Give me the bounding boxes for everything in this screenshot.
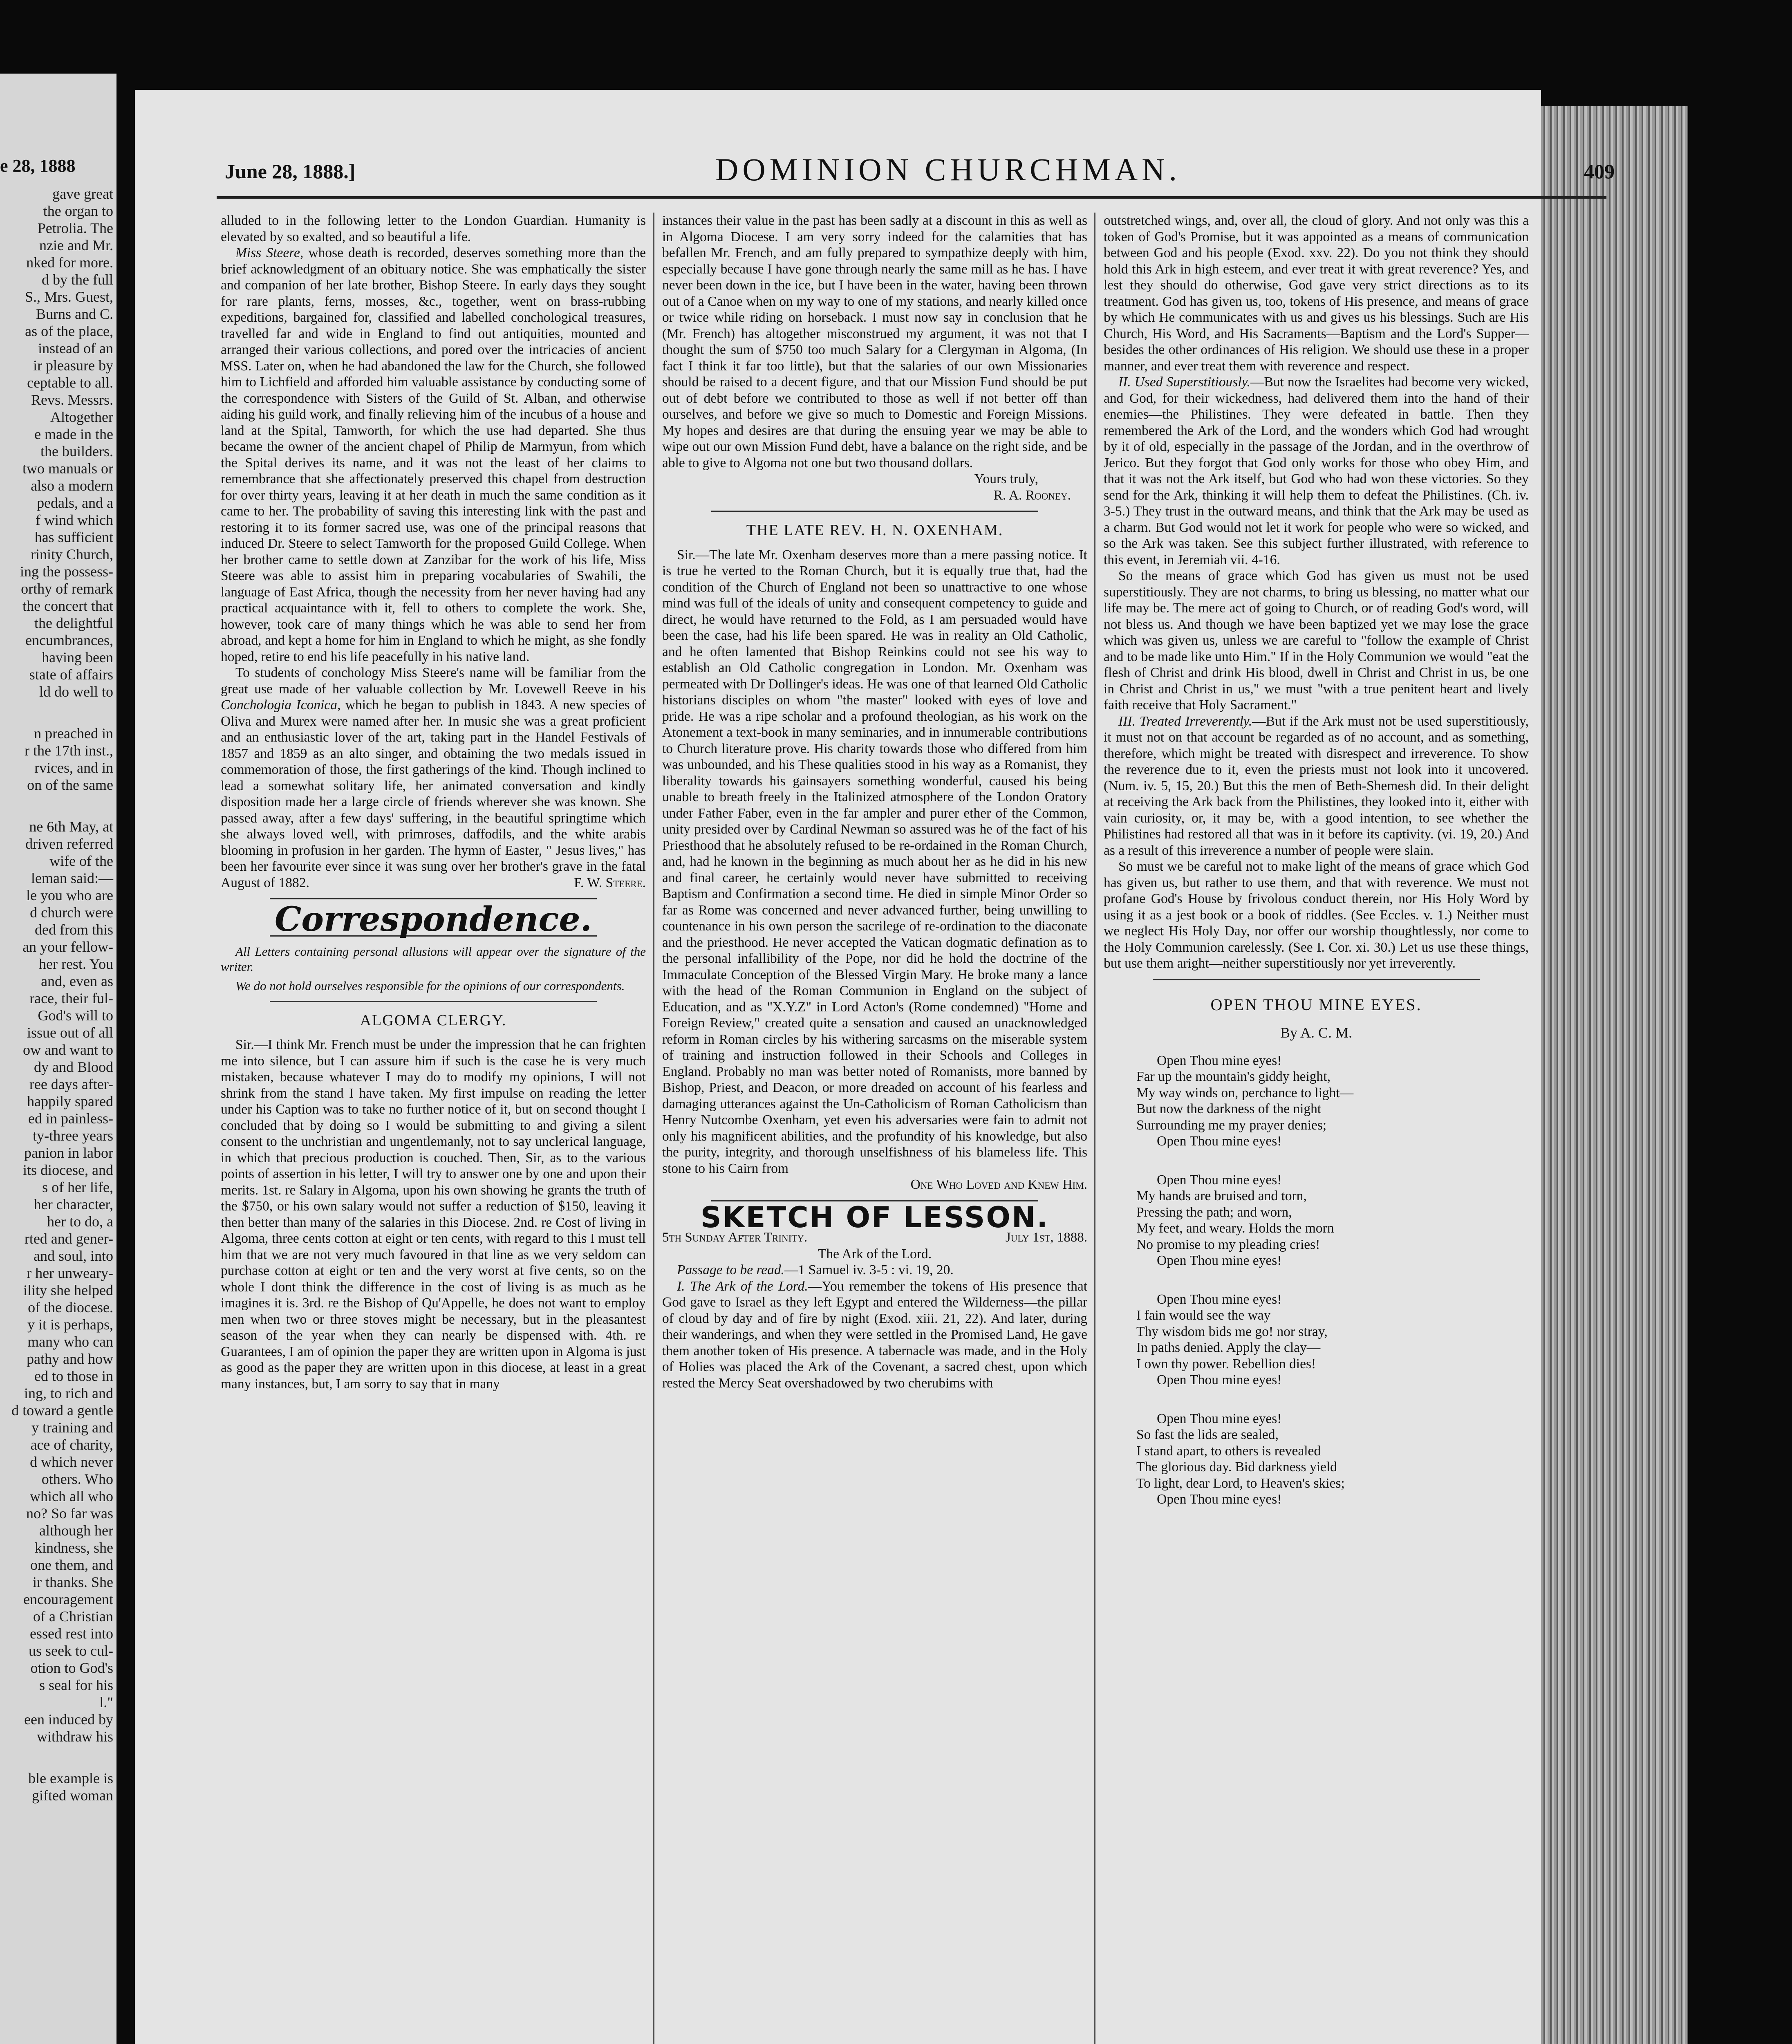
oxenham-signature: One Who Loved and Knew Him. xyxy=(910,1177,1087,1192)
left-page-line: ne 6th May, at xyxy=(29,818,113,835)
left-page-line: of the diocese. xyxy=(28,1299,113,1316)
left-page-line: state of affairs xyxy=(29,666,113,683)
left-page-block-a xyxy=(0,185,116,700)
sketch-point-1-label: I. The Ark of the Lord. xyxy=(677,1278,808,1294)
steere-obituary-paragraph xyxy=(221,245,646,665)
left-page-line: driven referred xyxy=(25,836,113,852)
left-page-line: nked for more. xyxy=(26,254,113,271)
left-page-line: ace of charity, xyxy=(30,1437,113,1453)
left-page-line: us seek to cul- xyxy=(29,1643,113,1659)
left-page-line: withdraw his xyxy=(37,1728,113,1745)
left-page-line: ded from this xyxy=(35,921,113,938)
left-page-line: le you who are xyxy=(26,887,113,903)
left-page-line: encumbrances, xyxy=(25,632,113,648)
left-page-line: r her unweary- xyxy=(27,1265,113,1281)
section-rule xyxy=(270,898,597,899)
ark-paragraph-1: outstretched wings, and, over all, the cloud of glory. And not only was this a token of God's Promise, but it was appointed as a means of communication between God and his people (Exod. xxv. 22). Do you not think they should hold this Ark in high esteem, and ever treat it with great reverence? Yes, and lest they should do otherwise, God gave very strict directions as to its treatment. God has given us, too, tokens of His presence, and means of grace by which He communicates with us and gives us his blessings. Such are His Church, His Word, and His Sacraments—Baptism and the Lord's Supper—besides the other ordinances of His religion. We should use these in a proper manner, and ever treat them with reverence and respect. xyxy=(1104,213,1529,374)
left-page-line: also a modern xyxy=(31,477,113,494)
left-page-line: one them, and xyxy=(30,1557,113,1573)
poem-line: My feet, and weary. Holds the morn xyxy=(1136,1221,1334,1236)
poem-line: Open Thou mine eyes! xyxy=(1157,1253,1282,1268)
sketch-passage xyxy=(662,1262,1087,1278)
left-page-line: God's will to xyxy=(38,1007,113,1024)
poem-line: Open Thou mine eyes! xyxy=(1157,1172,1282,1188)
left-page-header: e 28, 1888 xyxy=(0,156,76,176)
poem-line: Thy wisdom bids me go! nor stray, xyxy=(1136,1324,1328,1339)
left-page-line: nzie and Mr. xyxy=(39,237,113,253)
left-page-line: y training and xyxy=(31,1419,113,1436)
left-page-line: issue out of all xyxy=(27,1024,113,1041)
left-page-line: d by the full xyxy=(42,271,113,288)
left-page-line: y it is perhaps, xyxy=(27,1316,113,1333)
left-page-line: as of the place, xyxy=(25,323,113,339)
left-page-line: rted and gener- xyxy=(24,1230,113,1247)
left-page-line: s seal for his xyxy=(39,1677,113,1693)
ark-paragraph-5: So must we be careful not to make light of the means of grace which God has given us, but rather to use them, and that with reverence. We must not profane God's House by frivolous conduct therein, nor His Holy Word by using it as a jest book or a book of riddles. (See Eccles. v. 1.) Neither must we neglect His Holy Day, nor offer our worship thoughtlessly, nor come to the Holy Communion carelessly. (See I. Cor. xi. 30.) Let us use these things, but use them aright—neither superstitiously nor yet irreverently. xyxy=(1104,859,1529,971)
sketch-sunday: 5th Sunday After Trinity. xyxy=(662,1230,808,1245)
left-page-line: the organ to xyxy=(43,203,113,219)
left-page-line: gifted woman xyxy=(32,1787,113,1804)
left-page-line: ed to those in xyxy=(34,1368,113,1384)
left-page-line: others. Who xyxy=(41,1471,113,1487)
issue-date: June 28, 1888.] xyxy=(225,160,356,183)
ark-paragraph-4 xyxy=(1104,713,1529,859)
ark-point-2-label: II. Used Superstitiously. xyxy=(1118,374,1251,390)
newspaper-page xyxy=(135,90,1615,2044)
left-page-line: her character, xyxy=(34,1196,113,1213)
left-page-line: orthy of remark xyxy=(21,580,113,597)
steere-body: whose death is recorded, deserves something more than the brief acknowledgment of an obituary notice. She was emphatically the sister and companion of her late brother, Bishop Steere. In early days they sought for rare plants, ferns, mosses, &c., together, went on brass-rubbing expeditions, bargained for, classified and labelled conchological treasures, travelled far and wide in England to find out antiquities, mounted and arranged their various collections, and pored over the intricacies of ancient MSS. Later on, when he had abandoned the law for the Church, she followed him to Lichfield and afforded him valuable assistance by conducting some of the correspondence with Sisters of the Guild of St. Alban, and otherwise aiding his guild work, and finally relieving him of the incubus of a house and land at the Spital, Tamworth, for which the use had departed. She thus became the owner of the ancient chapel of Philip de Marmyun, from which the Spital derives its name, and it was not the least of her claims to remembrance that she affectionately preserved this chapel from destruction for over thirty years, leaving it at her death in much the same condition as it came to her. The probability of saving this interesting link with the past and restoring it to its former sacred use, was one of the principal reasons that induced Dr. Steere to select Tamworth for the proposed Guild College. When her brother came to settle down at Zanzibar for the work of his life, Miss Steere was able to assist him in preparing vocabularies of Swahili, the language of East Africa, though the necessity from her never having had any practical acquaintance with it, fell to others to complete the work. She, however, took care of many things which he was able to send her from abroad, and kept a home for him in England to which he might, as she fondly hoped, retire to end his life peacefully in his native land. xyxy=(221,245,646,664)
poem-line: No promise to my pleading cries! xyxy=(1136,1237,1320,1252)
page-header xyxy=(225,151,1615,188)
steere-name: Miss Steere, xyxy=(235,245,304,260)
poem-author: By A. C. M. xyxy=(1280,1024,1353,1041)
left-page-line: n preached in xyxy=(34,725,113,742)
header-rule xyxy=(217,196,1606,199)
poem-line: But now the darkness of the night xyxy=(1136,1101,1322,1116)
left-page-line: dy and Blood xyxy=(34,1059,113,1075)
poem-line: The glorious day. Bid darkness yield xyxy=(1136,1459,1337,1475)
left-page-line: ree days after- xyxy=(29,1076,113,1092)
left-page-line: although her xyxy=(39,1522,113,1539)
section-rule xyxy=(270,1001,597,1002)
left-page-line: Burns and C. xyxy=(36,306,113,322)
algoma-letter-text: Sir.—I think Mr. French must be under the impression that he can frighten me into silence, but I can assure him if such is the case he is very much mistaken, because whatever I may do to modify my opinions, I will not shrink from the stand I have taken. My first impulse on reading the letter under his Caption was to take no further notice of it, but on second thought I concluded that by doing so I would be submitting to and giving a silent consent to the unchristian and ungentlemanly, not to say unclerical language, in which that precious production is couched. Then, Sir, as to the various points of assertion in his letter, I will try to answer one by one and upon their merits. 1st. re Salary in Algoma, upon his own showing he grants the truth of the $750, or his own salary would not suffer a reduction of $150, leaving it then better than many of the salaries in this Diocese. 2nd. re Cost of living in Algoma, three cents cotton at eight or ten cents, with regard to this I must tell him that we are not very much favoured in that line as we very seldom can purchase cotton at eight or ten and the very worst at five cents, so on the whole I dont think the difference in the cost of living is as much as he imagines it is. 3rd. re the Bishop of Qu'Appelle, he does not want to employ men when two or three stoves might be necessary, but in the pleasantest season of the year when they can nearly be dispensed with. 4th. re Guarantees, I am of opinion the paper they are written upon in Algoma is just as good as the paper they are written upon in this diocese, at least in a great many instances, but, I am sorry to say that in many xyxy=(221,1037,646,1392)
steere-conch-text-2: which he began to publish in 1843. A new species of Oliva and Murex were named after her. In music she was a great proficient and an enthusiastic lover of the art, taking part in the Handel Festivals of 1857 and 1859 as an alto singer, and obtaining the two medals issued in commemoration of those, the first gatherings of the kind. Though inclined to lead a somewhat solitary life, her animated conversation and kindly disposition made her a large circle of friends wherever she was known. She passed away, after a few days' suffering, in the beautiful springtime which she always loved well, with primroses, daffodils, and the white arabis blooming in profusion in her garden. The hymn of Easter, " Jesus lives," has been her favourite ever since it was sung over her brother's grave in the fatal August of 1882. xyxy=(221,697,646,890)
left-page-line: and, even as xyxy=(41,973,113,989)
poem-line: I own thy power. Rebellion dies! xyxy=(1136,1356,1316,1372)
left-page-line: ble example is xyxy=(28,1770,113,1786)
steere-intro: alluded to in the following letter to the London Guardian. Humanity is elevated by so exalted, and so beautiful a life. xyxy=(221,213,646,244)
steere-conch-text: To students of conchology Miss Steere's name will be familiar from the great use made of her valuable collection by Mr. Lovewell Reeve in his xyxy=(221,665,646,697)
ark-point-2-text: —But now the Israelites had become very wicked, and God, for their wickedness, had delivered them into the hand of their enemies—the Philistines. They were defeated in battle. Then they remembered the Ark of the Lord, and the wonders which God had wrought by it of old, especially in the passage of the Jordan, and in the overthrow of Jerico. But they forgot that God only works for those who obey Him, and that it was not the Ark itself, but God who had won these victories. So they send for the Ark, thinking it will help them to defeat the Philistines. (Ch. iv. 3-5.) They trust in the outward means, and think that the Ark may be used as a charm. But God would not let it work for people who were so wicked, and so the Ark was taken. See this subject further illustrated, with reference to this event, in Jeremiah vii. 4-16. xyxy=(1104,374,1529,567)
ark-paragraph-2 xyxy=(1104,374,1529,568)
correspondence-heading: Correspondence. xyxy=(274,900,592,939)
poem-line: Open Thou mine eyes! xyxy=(1157,1053,1282,1068)
left-page-line: ceptable to all. xyxy=(27,374,113,391)
left-page-line: ir pleasure by xyxy=(33,357,113,374)
left-page-line: d which never xyxy=(30,1454,113,1470)
left-page-line: the builders. xyxy=(40,443,113,459)
section-rule xyxy=(1153,979,1480,980)
ark-paragraph-3: So the means of grace which God has given us must not be used superstitiously. They are not charms, to bring us blessing, no matter what our life may be. The mere act of going to Church, or of reading God's word, will not bless us. And though we have been baptized yet we may lose the grace which was given us, unless we are careful to "follow the example of Christ and to be made like unto Him." If in the Holy Communion we would "eat the flesh of Christ and drink His blood, dwell in Christ and Christ in us, be one in Christ and Christ in us," we must "with a true penitent heart and lively faith receive that Holy Sacrament." xyxy=(1104,568,1529,713)
left-page-line: its diocese, and xyxy=(23,1162,113,1178)
left-page-line: ility she helped xyxy=(23,1282,113,1298)
left-page-line: encouragement xyxy=(23,1591,113,1607)
left-page-line: Petrolia. The xyxy=(37,220,113,236)
algoma-letter-continued: instances their value in the past has been sadly at a discount in this as well as in Algoma Diocese. I am very sorry indeed for the calamities that has befallen Mr. French, and am fully prepared to sympathize deeply with him, especially because I have gone through nearly the same mill as he has. I have never been down in the ice, but I have been in the water, having been thrown out of a Canoe when on my way to one of my stations, and nearly killed once or twice while riding on horseback. I must now say in conclusion that he (Mr. French) has altogether misconstrued my argument, it was not that I thought the sum of $750 too much Salary for a Clergyman in Algoma, (In fact I think it far too little), but that the salaries of our own Missionaries should be raised to a decent figure, and that our Mission Fund should be put out of debt before we contributed to those as well if not better off than ourselves, and before we give so much to Domestic and Foreign Missions. My hopes and desires are that during the ensuing year we may be able to wipe out our own Mission Fund debt, have a balance on the right side, and be able to give to Algoma not one but two thousand dollars. xyxy=(662,213,1087,471)
oxenham-letter-text: Sir.—The late Mr. Oxenham deserves more than a mere passing notice. It is true he verted to the Roman Church, but it is equally true that, had the condition of the Church of England not been so unattractive to one whose mind was full of the ideals of unity and consequent competency to guide and direct, he would have returned to the Fold, as I am persuaded would have been the case, had his life been spared. He was in reality an Old Catholic, and he often lamented that Bishop Reinkins could not see his way to establish an Old Catholic congregation in London. Mr. Oxenham was permeated with Dr Dollinger's ideas. He was one of that learned Old Catholic historians disciples on whom "the master" looked with eyes of love and pride. He was a ripe scholar and a profound theologian, as his work on the Atonement a text-book in many seminaries, and in innumerable contributions to Church literature prove. His charity towards those who differed from him was unbounded, and his These qualities stood in his way as a Romanist, they liberality towards his gainsayers something wonderful, caused his being unable to breath freely in the Italinized atmosphere of the London Oratory under Father Faber, even in the far ampler and purer ether of the Common, unity presided over by Cardinal Newman so assured was he of the fact of his Priesthood that he absolutely refused to be re-ordained in the Roman Church, and, had he known in the beginning as much about her as he did in his new and final career, he certainly would never have submitted to receiving Baptism and Confirmation a second time. He died in simple Minor Order so far as Rome was concerned and never advanced further, being unwilling to countenance in his own person the sacrilege of re-ordination to the diaconate and the priesthood. He never accepted the Vatican dogmatic defination as to the personal infallibility of the Pope, nor did he hold the doctrine of the Immaculate Conception of the Blessed Virgin Mary. He broke many a lance with the head of the Roman Communion in England on the subject of Education, and as "X.Y.Z" in Lord Acton's (Rome condemned) "Home and Foreign Review," created quite a sensation and caused an unacknowledged reform in Roman circles by his withering sarcasms on the miserable system of training and instruction followed in their Schools and Colleges in England. Probably no man was better noted of Romanists, more banned by Bishop, Priest, and Deacon, or more dreaded on account of his fearless and damaging utterances against the Un-Catholicism of Roman Catholicism than Henry Nutcombe Oxenham, yet even his adversaries were fain to admit not only his magnificent abilities, and the profundity of his knowledge, but also the purity, integrity, and thorough unselfishness of his blameless life. This stone to his Cairn from xyxy=(662,547,1087,1176)
left-page-line: which all who xyxy=(30,1488,113,1504)
left-page-line: ow and want to xyxy=(23,1042,113,1058)
poem-line: Open Thou mine eyes! xyxy=(1157,1291,1282,1307)
left-page-line: ing the possess- xyxy=(20,563,113,580)
left-page-line: een induced by xyxy=(24,1711,113,1728)
left-page-line: ty-three years xyxy=(33,1127,113,1144)
poem-line: I fain would see the way xyxy=(1136,1308,1271,1323)
sketch-subject: The Ark of the Lord. xyxy=(818,1246,932,1262)
page-stack-edge xyxy=(1541,106,1688,2044)
column-rule xyxy=(653,213,654,2044)
left-page-line: kindness, she xyxy=(35,1540,113,1556)
left-page-line: no? So far was xyxy=(26,1505,113,1522)
left-page-line: has sufficient xyxy=(34,529,113,545)
poem-line: My way winds on, perchance to light— xyxy=(1136,1085,1354,1100)
left-page-line: f wind which xyxy=(36,512,113,528)
oxenham-heading: THE LATE REV. H. N. OXENHAM. xyxy=(746,522,1004,539)
sketch-of-lesson-heading: SKETCH OF LESSON. xyxy=(700,1200,1049,1234)
left-page-line: otion to God's xyxy=(30,1660,113,1676)
poem-line: In paths denied. Apply the clay— xyxy=(1136,1340,1321,1355)
left-page-line: ing, to rich and xyxy=(24,1385,113,1401)
left-page-line: pathy and how xyxy=(27,1351,113,1367)
left-page-line: her rest. You xyxy=(38,956,113,972)
ark-point-3-label: III. Treated Irreverently. xyxy=(1118,713,1252,729)
left-page-line: having been xyxy=(42,649,113,666)
left-page-line: and soul, into xyxy=(34,1248,113,1264)
left-page-line: Altogether xyxy=(50,409,113,425)
left-page-line: Revs. Messrs. xyxy=(31,392,113,408)
left-page-line: e made in the xyxy=(34,426,113,442)
left-page-line: ed in painless- xyxy=(28,1110,113,1127)
poem-line: Open Thou mine eyes! xyxy=(1157,1134,1282,1149)
sketch-passage-ref: —1 Samuel iv. 3-5 : vi. 19, 20. xyxy=(784,1262,954,1278)
poem-body xyxy=(1136,1053,1529,1508)
poem-line: To light, dear Lord, to Heaven's skies; xyxy=(1136,1475,1345,1491)
column-rule xyxy=(1094,213,1095,2044)
steere-work-title: Conchologia Iconica, xyxy=(221,697,341,713)
left-page-line: ir thanks. She xyxy=(33,1574,113,1590)
sketch-point-1 xyxy=(662,1278,1087,1392)
left-page-line: race, their ful- xyxy=(29,990,113,1006)
left-page-line: l." xyxy=(99,1694,113,1710)
poem-line: Open Thou mine eyes! xyxy=(1157,1411,1282,1426)
left-page-line: leman said:— xyxy=(31,870,113,886)
left-page-line: her to do, a xyxy=(47,1213,113,1230)
rooney-signature: R. A. Rooney. xyxy=(993,487,1071,503)
page-number: 409 xyxy=(1584,160,1615,183)
left-page-line: rinity Church, xyxy=(31,546,113,563)
left-page-block-d xyxy=(0,1770,116,1804)
left-page-line: essed rest into xyxy=(30,1625,113,1642)
steere-conchology-paragraph xyxy=(221,665,646,891)
left-page-line: many who can xyxy=(27,1334,113,1350)
left-page-line: rvices, and in xyxy=(34,760,113,776)
left-page-line: gave great xyxy=(52,186,113,202)
poem-line: Open Thou mine eyes! xyxy=(1157,1492,1282,1507)
masthead-title: DOMINION CHURCHMAN. xyxy=(715,152,1181,187)
left-page-line: an your fellow- xyxy=(22,939,113,955)
poem-line: Surrounding me my prayer denies; xyxy=(1136,1117,1327,1133)
section-rule xyxy=(711,511,1038,512)
column-2 xyxy=(662,213,1087,1391)
poem-line: My hands are bruised and torn, xyxy=(1136,1188,1307,1204)
steere-signature: F. W. Steere. xyxy=(574,875,646,890)
sketch-date: July 1st, 1888. xyxy=(1005,1230,1087,1245)
left-page-line: r the 17th inst., xyxy=(25,742,113,759)
left-page-line: panion in labor xyxy=(24,1145,113,1161)
ark-point-3-text: —But if the Ark must not be used superstitiously, it must not on that account be regarded as of no account, and as something, therefore, which might be treated with disrespect and irreverence. To show the reverence due to it, even the priests must not look into it uncovered. (Num. iv. 5, 15, 20.) But this the men of Beth-Shemesh did. In their delight at receiving the Ark back from the Philistines, they looked into it, either with vain curiosity, or, it may be, with a good intention, to see whether the Philistines had restored all that was in it before its captivity. (vi. 19, 20.) And as a result of this irreverence a number of people were slain. xyxy=(1104,713,1529,858)
correspondence-note-2: We do not hold ourselves responsible for the opinions of our correspondents. xyxy=(235,978,625,993)
left-page-line: happily spared xyxy=(27,1093,113,1109)
correspondence-note-1: All Letters containing personal allusions will appear over the signature of the writer. xyxy=(221,944,646,974)
left-page-line: pedals, and a xyxy=(37,495,113,511)
left-page-block-b xyxy=(0,725,116,793)
poem-title: OPEN THOU MINE EYES. xyxy=(1210,995,1422,1014)
algoma-clergy-heading: ALGOMA CLERGY. xyxy=(360,1011,507,1029)
left-page-line: two manuals or xyxy=(22,460,113,477)
left-page-line: the concert that xyxy=(22,598,113,614)
left-page-block-c xyxy=(0,818,116,1745)
left-page-line: S., Mrs. Guest, xyxy=(25,289,113,305)
poem-line: Open Thou mine eyes! xyxy=(1157,1372,1282,1387)
left-page-line: instead of an xyxy=(38,340,113,356)
left-page-line: ld do well to xyxy=(39,684,113,700)
left-page-line: on of the same xyxy=(27,777,113,793)
column-1 xyxy=(221,213,646,1392)
column-3 xyxy=(1104,213,1529,1508)
letter-closing: Yours truly, xyxy=(974,471,1038,486)
left-page-line: wife of the xyxy=(49,853,113,869)
left-page-line: of a Christian xyxy=(33,1608,113,1625)
poem-line: Pressing the path; and worn, xyxy=(1136,1204,1292,1220)
poem-line: So fast the lids are sealed, xyxy=(1136,1427,1279,1442)
poem-line: Far up the mountain's giddy height, xyxy=(1136,1069,1331,1084)
left-page-fragment xyxy=(0,74,116,2044)
left-page-line: the delightful xyxy=(34,615,113,631)
sketch-passage-label: Passage to be read. xyxy=(677,1262,784,1278)
left-page-line: d toward a gentle xyxy=(11,1402,113,1419)
left-page-line: s of her life, xyxy=(42,1179,113,1195)
left-page-line: d church were xyxy=(30,904,113,921)
poem-line: I stand apart, to others is revealed xyxy=(1136,1443,1321,1459)
sketch-point-1-text: —You remember the tokens of His presence that God gave to Israel as they left Egypt and entered the Wilderness—the pillar of cloud by day and of fire by night (Exod. xiii. 21, 22). And later, during their wanderings, and when they were settled in the Promised Land, He gave them another token of His presence. A tabernacle was made, and in the Holy of Holies was placed the Ark of the Covenant, a sacred chest, upon which rested the Mercy Seat overshadowed by two cherubims with xyxy=(662,1278,1088,1391)
